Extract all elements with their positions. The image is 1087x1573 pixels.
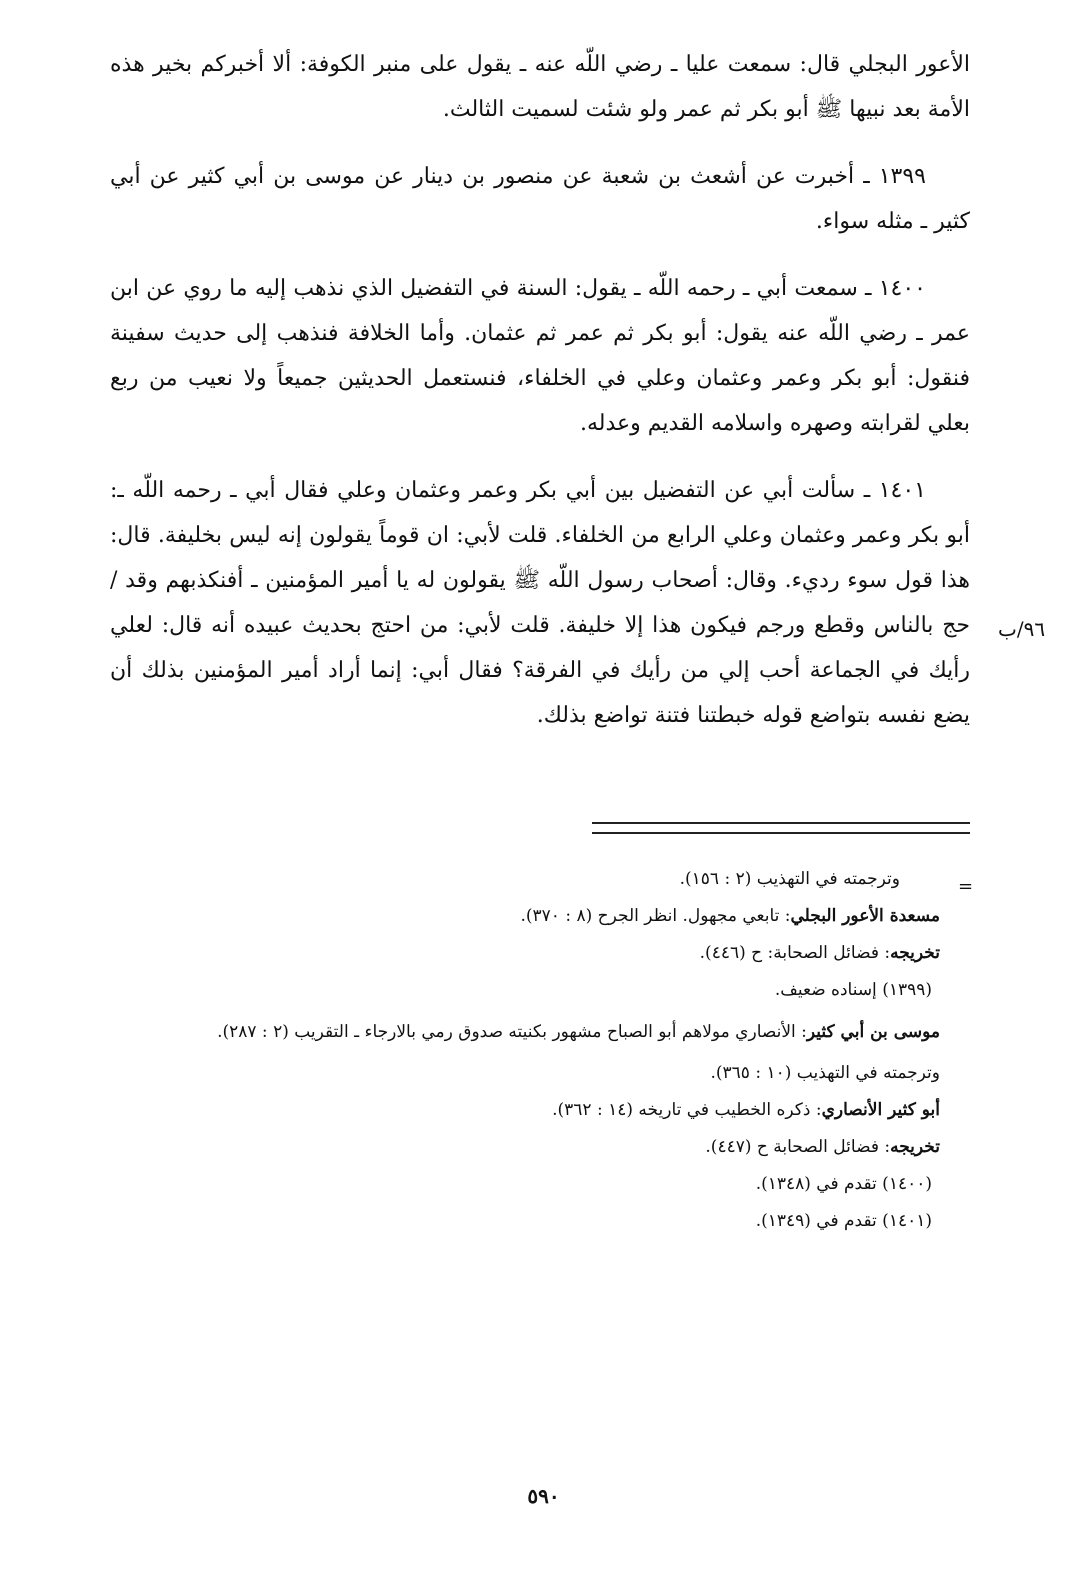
footnote-divider-top bbox=[592, 822, 970, 824]
footnote-item bbox=[110, 1016, 940, 1048]
paragraph-1401: ١٤٠١ ـ سألت أبي عن التفضيل بين أبي بكر وعمر وعثمان وعلي فقال أبي ـ رحمه اللّه ـ: أبو بكر وعمر وعثمان وعلي الرابع من الخلفاء. قلت لأبي: ان قوماً يقولون إنه ليس بخليفة. قال: هذا قول سوء رديء. وقال: أصحاب رسول اللّه ﷺ يقولون له يا أمير المؤمنين ـ أفنكذبهم وقد / حج بالناس وقطع ورجم فيكون هذا إلا خليفة. قلت لأبي: من احتج بحديث عبيده أنه قال: لعلي رأيك في الجماعة أحب إلي من رأيك في الفرقة؟ فقال أبي: إنما أراد أمير المؤمنين بذلك أن يضع نفسه بتواضع قوله خبطتنا فتنة تواضع بذلك. bbox=[110, 478, 970, 728]
footnote-item bbox=[110, 1136, 940, 1159]
footnote-text: وترجمته في التهذيب (١٠ : ٣٦٥). bbox=[710, 1063, 940, 1083]
footnote-divider-bottom bbox=[592, 832, 970, 834]
footnote-item bbox=[110, 1099, 940, 1122]
footnote-text: : ذكره الخطيب في تاريخه (١٤ : ٣٦٢). bbox=[552, 1100, 822, 1120]
paragraph-1399: ١٣٩٩ ـ أخبرت عن أشعث بن شعبة عن منصور بن دينار عن موسى بن أبي كثير عن أبي كثير ـ مثله سواء. bbox=[110, 164, 970, 234]
footnotes bbox=[110, 868, 940, 1247]
continuation-mark: = bbox=[958, 876, 974, 897]
footnote-item bbox=[110, 905, 940, 928]
paragraph-1: الأعور البجلي قال: سمعت عليا ـ رضي اللّه عنه ـ يقول على منبر الكوفة: ألا أخبركم بخير هذه الأمة بعد نبيها ﷺ أبو بكر ثم عمر ولو شئت لسميت الثالث. bbox=[110, 52, 970, 122]
footnote-term: موسى بن أبي كثير bbox=[806, 1022, 940, 1042]
footnote-text: (١٤٠٠) تقدم في (١٣٤٨). bbox=[755, 1174, 932, 1194]
footnote-item bbox=[110, 1062, 940, 1085]
paragraph-1400: ١٤٠٠ ـ سمعت أبي ـ رحمه اللّه ـ يقول: السنة في التفضيل الذي نذهب إليه ما روي عن ابن عمر ـ رضي اللّه عنه يقول: أبو بكر ثم عمر ثم عثمان. وأما الخلافة فنذهب إلى حديث سفينة فنقول: أبو بكر وعمر وعثمان وعلي في الخلفاء، فنستعمل الحديثين جميعاً ولا نعيب من ربع بعلي لقرابته وصهره واسلامه القديم وعدله. bbox=[110, 276, 970, 436]
footnote-text: : تابعي مجهول. انظر الجرح (٨ : ٣٧٠). bbox=[520, 906, 791, 926]
footnote-text: : الأنصاري مولاهم أبو الصباح مشهور بكنيته صدوق رمي بالارجاء ـ التقريب (٢ : ٢٨٧). bbox=[217, 1022, 807, 1042]
footnote-term: تخريجه bbox=[890, 943, 940, 963]
footnote-text: (١٣٩٩) إسناده ضعيف. bbox=[774, 980, 932, 1000]
footnote-item bbox=[110, 942, 940, 965]
footnote-item bbox=[110, 1210, 940, 1233]
footnote-term: مسعدة الأعور البجلي bbox=[790, 906, 940, 926]
footnote-text: (١٤٠١) تقدم في (١٣٤٩). bbox=[755, 1211, 932, 1231]
footnote-term: تخريجه bbox=[890, 1137, 940, 1157]
footnote-text: : فضائل الصحابة: ح (٤٤٦). bbox=[699, 943, 891, 963]
footnote-item bbox=[110, 868, 940, 891]
manuscript-folio-marker: ٩٦/ب bbox=[998, 617, 1046, 641]
footnote-text: وترجمته في التهذيب (٢ : ١٥٦). bbox=[679, 869, 900, 889]
footnote-text: : فضائل الصحابة ح (٤٤٧). bbox=[705, 1137, 891, 1157]
page-number: ٥٩٠ bbox=[527, 1484, 560, 1508]
footnote-item bbox=[110, 979, 940, 1002]
footnote-item bbox=[110, 1173, 940, 1196]
footnote-term: أبو كثير الأنصاري bbox=[821, 1100, 940, 1120]
main-text bbox=[110, 42, 970, 756]
